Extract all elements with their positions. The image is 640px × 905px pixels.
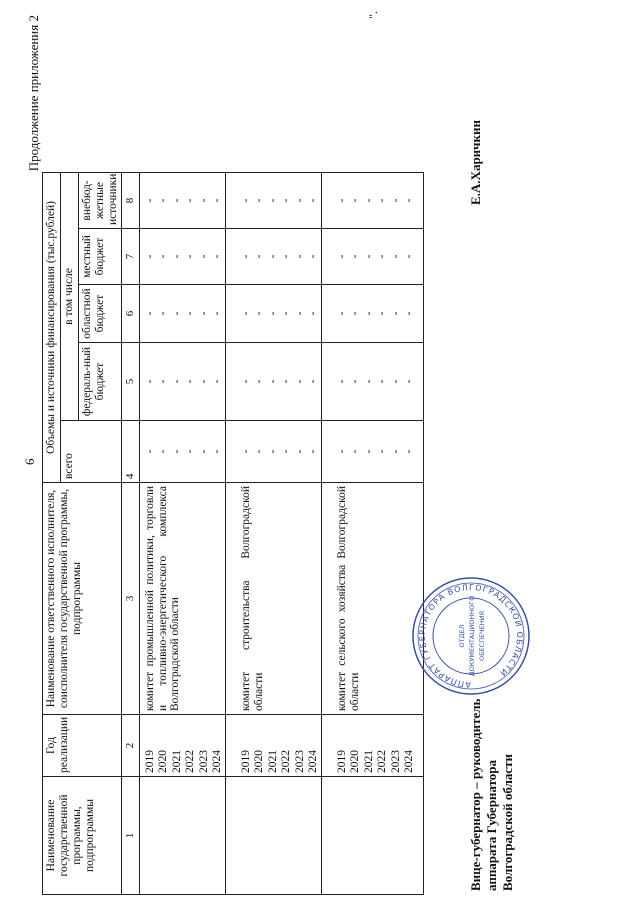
header-regional: областной бюджет (78, 285, 122, 343)
table-body (139, 4, 423, 894)
col-number: 8 (122, 172, 139, 228)
funding-value: - (293, 449, 306, 454)
header-federal: федераль-ный бюджет (78, 343, 122, 421)
table-margin (43, 4, 140, 172)
signatory-title-line: Волгоградской области (499, 753, 515, 891)
year-value: 2024 (307, 750, 320, 773)
funding-value: - (362, 379, 375, 384)
funding-value: - (335, 449, 348, 454)
closing-quote: ". (366, 11, 380, 19)
funding-value-cell (321, 229, 423, 285)
funding-value: - (362, 254, 375, 259)
year-value: 2020 (253, 750, 266, 773)
year-value: 2019 (143, 750, 156, 773)
col-number: 7 (122, 229, 139, 285)
funding-value: - (362, 311, 375, 316)
year-value: 2020 (157, 750, 170, 773)
table-margin (225, 4, 321, 172)
header-extra: внебюд-жетные источники (78, 172, 122, 228)
funding-value: - (239, 379, 252, 384)
funding-value: - (143, 449, 156, 454)
funding-value: - (362, 449, 375, 454)
header-total: всего (60, 421, 122, 483)
stamp-outer-text: АППАРАТ ГУБЕРНАТОРА ВОЛГОГРАДСКОЙ ОБЛАСТИ (417, 582, 525, 690)
funding-value: - (143, 379, 156, 384)
year-value: 2022 (280, 750, 293, 773)
funding-value-cell (321, 172, 423, 228)
year-value: 2024 (403, 750, 416, 773)
header-year: Год реализации (43, 715, 122, 777)
funding-value: - (170, 379, 183, 384)
program-name-cell (139, 777, 225, 895)
funding-value: - (307, 198, 320, 203)
funding-value: - (184, 311, 197, 316)
funding-value: - (389, 311, 402, 316)
col-number: 1 (122, 777, 139, 895)
funding-value: - (211, 198, 224, 203)
funding-value: - (239, 198, 252, 203)
year-value: 2022 (184, 750, 197, 773)
stamp-inner-line: ОБЕСПЕЧЕНИЯ (478, 610, 486, 662)
executor-cell: комитет сельского хозяйства Волгоградской области (321, 483, 423, 715)
funding-value: - (293, 198, 306, 203)
year-value: 2020 (349, 750, 362, 773)
funding-value: - (266, 198, 279, 203)
funding-value: - (170, 311, 183, 316)
funding-value: - (211, 254, 224, 259)
funding-value: - (143, 254, 156, 259)
executor-cell: комитет строительства Волгоградской области (225, 483, 321, 715)
table-row (225, 4, 321, 894)
official-stamp (410, 575, 532, 697)
funding-value: - (403, 379, 416, 384)
funding-value-cell (225, 172, 321, 228)
funding-value: - (307, 449, 320, 454)
funding-value: - (280, 198, 293, 203)
funding-value: - (197, 254, 210, 259)
funding-value: - (307, 379, 320, 384)
col-number: 6 (122, 285, 139, 343)
funding-value: - (266, 311, 279, 316)
funding-value: - (376, 254, 389, 259)
funding-value: - (280, 311, 293, 316)
funding-value: - (335, 198, 348, 203)
header-funding-group: Объемы и источники финансирования (тыс.рублей) (43, 172, 61, 482)
funding-value: - (197, 311, 210, 316)
stamp-inner-line: ДОКУМЕНТАЦИОННОГО (468, 595, 476, 677)
table-margin (321, 4, 423, 172)
funding-value: - (157, 254, 170, 259)
funding-value-cell (139, 172, 225, 228)
funding-value: - (349, 379, 362, 384)
funding-value: - (280, 254, 293, 259)
funding-value: - (403, 311, 416, 316)
year-value: 2023 (197, 750, 210, 773)
funding-value-cell (225, 343, 321, 421)
funding-value: - (362, 198, 375, 203)
funding-value: - (307, 254, 320, 259)
header-program-name: Наименование государственной программы, подпрограммы (43, 777, 122, 895)
continuation-label: Продолжение приложения 2 (26, 15, 41, 172)
funding-value-cell (321, 343, 423, 421)
header-executor: Наименование ответственного исполнителя, соисполнителя государственной программы, подпрограммы (43, 483, 122, 715)
year-value: 2021 (362, 750, 375, 773)
funding-value: - (197, 379, 210, 384)
signatory-title-line: аппарата Губернатора (483, 759, 499, 891)
funding-value: - (307, 311, 320, 316)
funding-value: - (335, 379, 348, 384)
funding-value: - (349, 311, 362, 316)
funding-value-cell (139, 285, 225, 343)
funding-value: - (184, 449, 197, 454)
funding-value: - (211, 449, 224, 454)
funding-value: - (403, 449, 416, 454)
funding-value-cell (321, 285, 423, 343)
years-cell (321, 715, 423, 777)
funding-value-cell (321, 421, 423, 483)
executor-cell: комитет промышленной политики, торговли и топливно-энергетического комплекса Волгоградской области (139, 483, 225, 715)
col-number: 4 (122, 421, 139, 483)
stamp-inner-line: ОТДЕЛ (458, 624, 466, 648)
funding-value: - (376, 311, 389, 316)
funding-value: - (184, 198, 197, 203)
funding-value: - (389, 449, 402, 454)
year-value: 2021 (266, 750, 279, 773)
table-margin (139, 4, 225, 172)
funding-value: - (280, 449, 293, 454)
funding-value: - (211, 379, 224, 384)
program-name-cell (321, 777, 423, 895)
col-number: 2 (122, 715, 139, 777)
year-value: 2023 (389, 750, 402, 773)
col-number: 5 (122, 343, 139, 421)
funding-value: - (253, 449, 266, 454)
funding-value: - (170, 254, 183, 259)
funding-value: - (253, 311, 266, 316)
year-value: 2021 (170, 750, 183, 773)
program-name-cell (225, 777, 321, 895)
funding-value: - (389, 379, 402, 384)
year-value: 2024 (211, 750, 224, 773)
funding-value: - (184, 254, 197, 259)
funding-value: - (389, 254, 402, 259)
rotated-landscape-content (20, 5, 620, 895)
funding-value: - (253, 198, 266, 203)
funding-value: - (157, 311, 170, 316)
funding-value-cell (225, 229, 321, 285)
years-cell (139, 715, 225, 777)
signatory-title (468, 699, 516, 891)
funding-value: - (376, 379, 389, 384)
funding-value: - (403, 254, 416, 259)
header-including: в том числе (60, 172, 78, 420)
table-row (139, 4, 225, 894)
year-value: 2023 (293, 750, 306, 773)
header-local: местный бюджет (78, 229, 122, 285)
funding-value: - (335, 254, 348, 259)
page-number: 6 (22, 458, 37, 465)
years-cell (225, 715, 321, 777)
funding-value: - (293, 379, 306, 384)
funding-value: - (211, 311, 224, 316)
funding-table (42, 4, 424, 895)
funding-value: - (143, 311, 156, 316)
funding-value: - (197, 198, 210, 203)
funding-value: - (280, 379, 293, 384)
funding-value-cell (139, 343, 225, 421)
year-value: 2022 (376, 750, 389, 773)
funding-value-cell (139, 229, 225, 285)
funding-value: - (349, 449, 362, 454)
funding-value: - (376, 449, 389, 454)
funding-value: - (293, 254, 306, 259)
funding-value: - (293, 311, 306, 316)
funding-value: - (266, 449, 279, 454)
funding-value: - (349, 198, 362, 203)
funding-value: - (239, 449, 252, 454)
funding-value: - (239, 254, 252, 259)
funding-value: - (170, 449, 183, 454)
funding-value-cell (225, 285, 321, 343)
funding-value: - (239, 311, 252, 316)
table-row (321, 4, 423, 894)
funding-value: - (253, 379, 266, 384)
funding-value: - (143, 198, 156, 203)
funding-value: - (376, 198, 389, 203)
funding-value: - (266, 254, 279, 259)
funding-value: - (266, 379, 279, 384)
year-value: 2019 (239, 750, 252, 773)
signatory-name: Е.А.Харичкин (468, 120, 483, 205)
funding-value-cell (139, 421, 225, 483)
year-value: 2019 (335, 750, 348, 773)
funding-value-cell (225, 421, 321, 483)
funding-value: - (349, 254, 362, 259)
funding-value: - (157, 379, 170, 384)
col-number: 3 (122, 483, 139, 715)
funding-value: - (157, 449, 170, 454)
funding-value: - (335, 311, 348, 316)
funding-value: - (253, 254, 266, 259)
funding-value: - (170, 198, 183, 203)
funding-value: - (157, 198, 170, 203)
funding-value: - (389, 198, 402, 203)
funding-value: - (197, 449, 210, 454)
signatory-title-line: Вице-губернатор – руководитель (468, 698, 483, 891)
funding-value: - (184, 379, 197, 384)
funding-value: - (403, 198, 416, 203)
